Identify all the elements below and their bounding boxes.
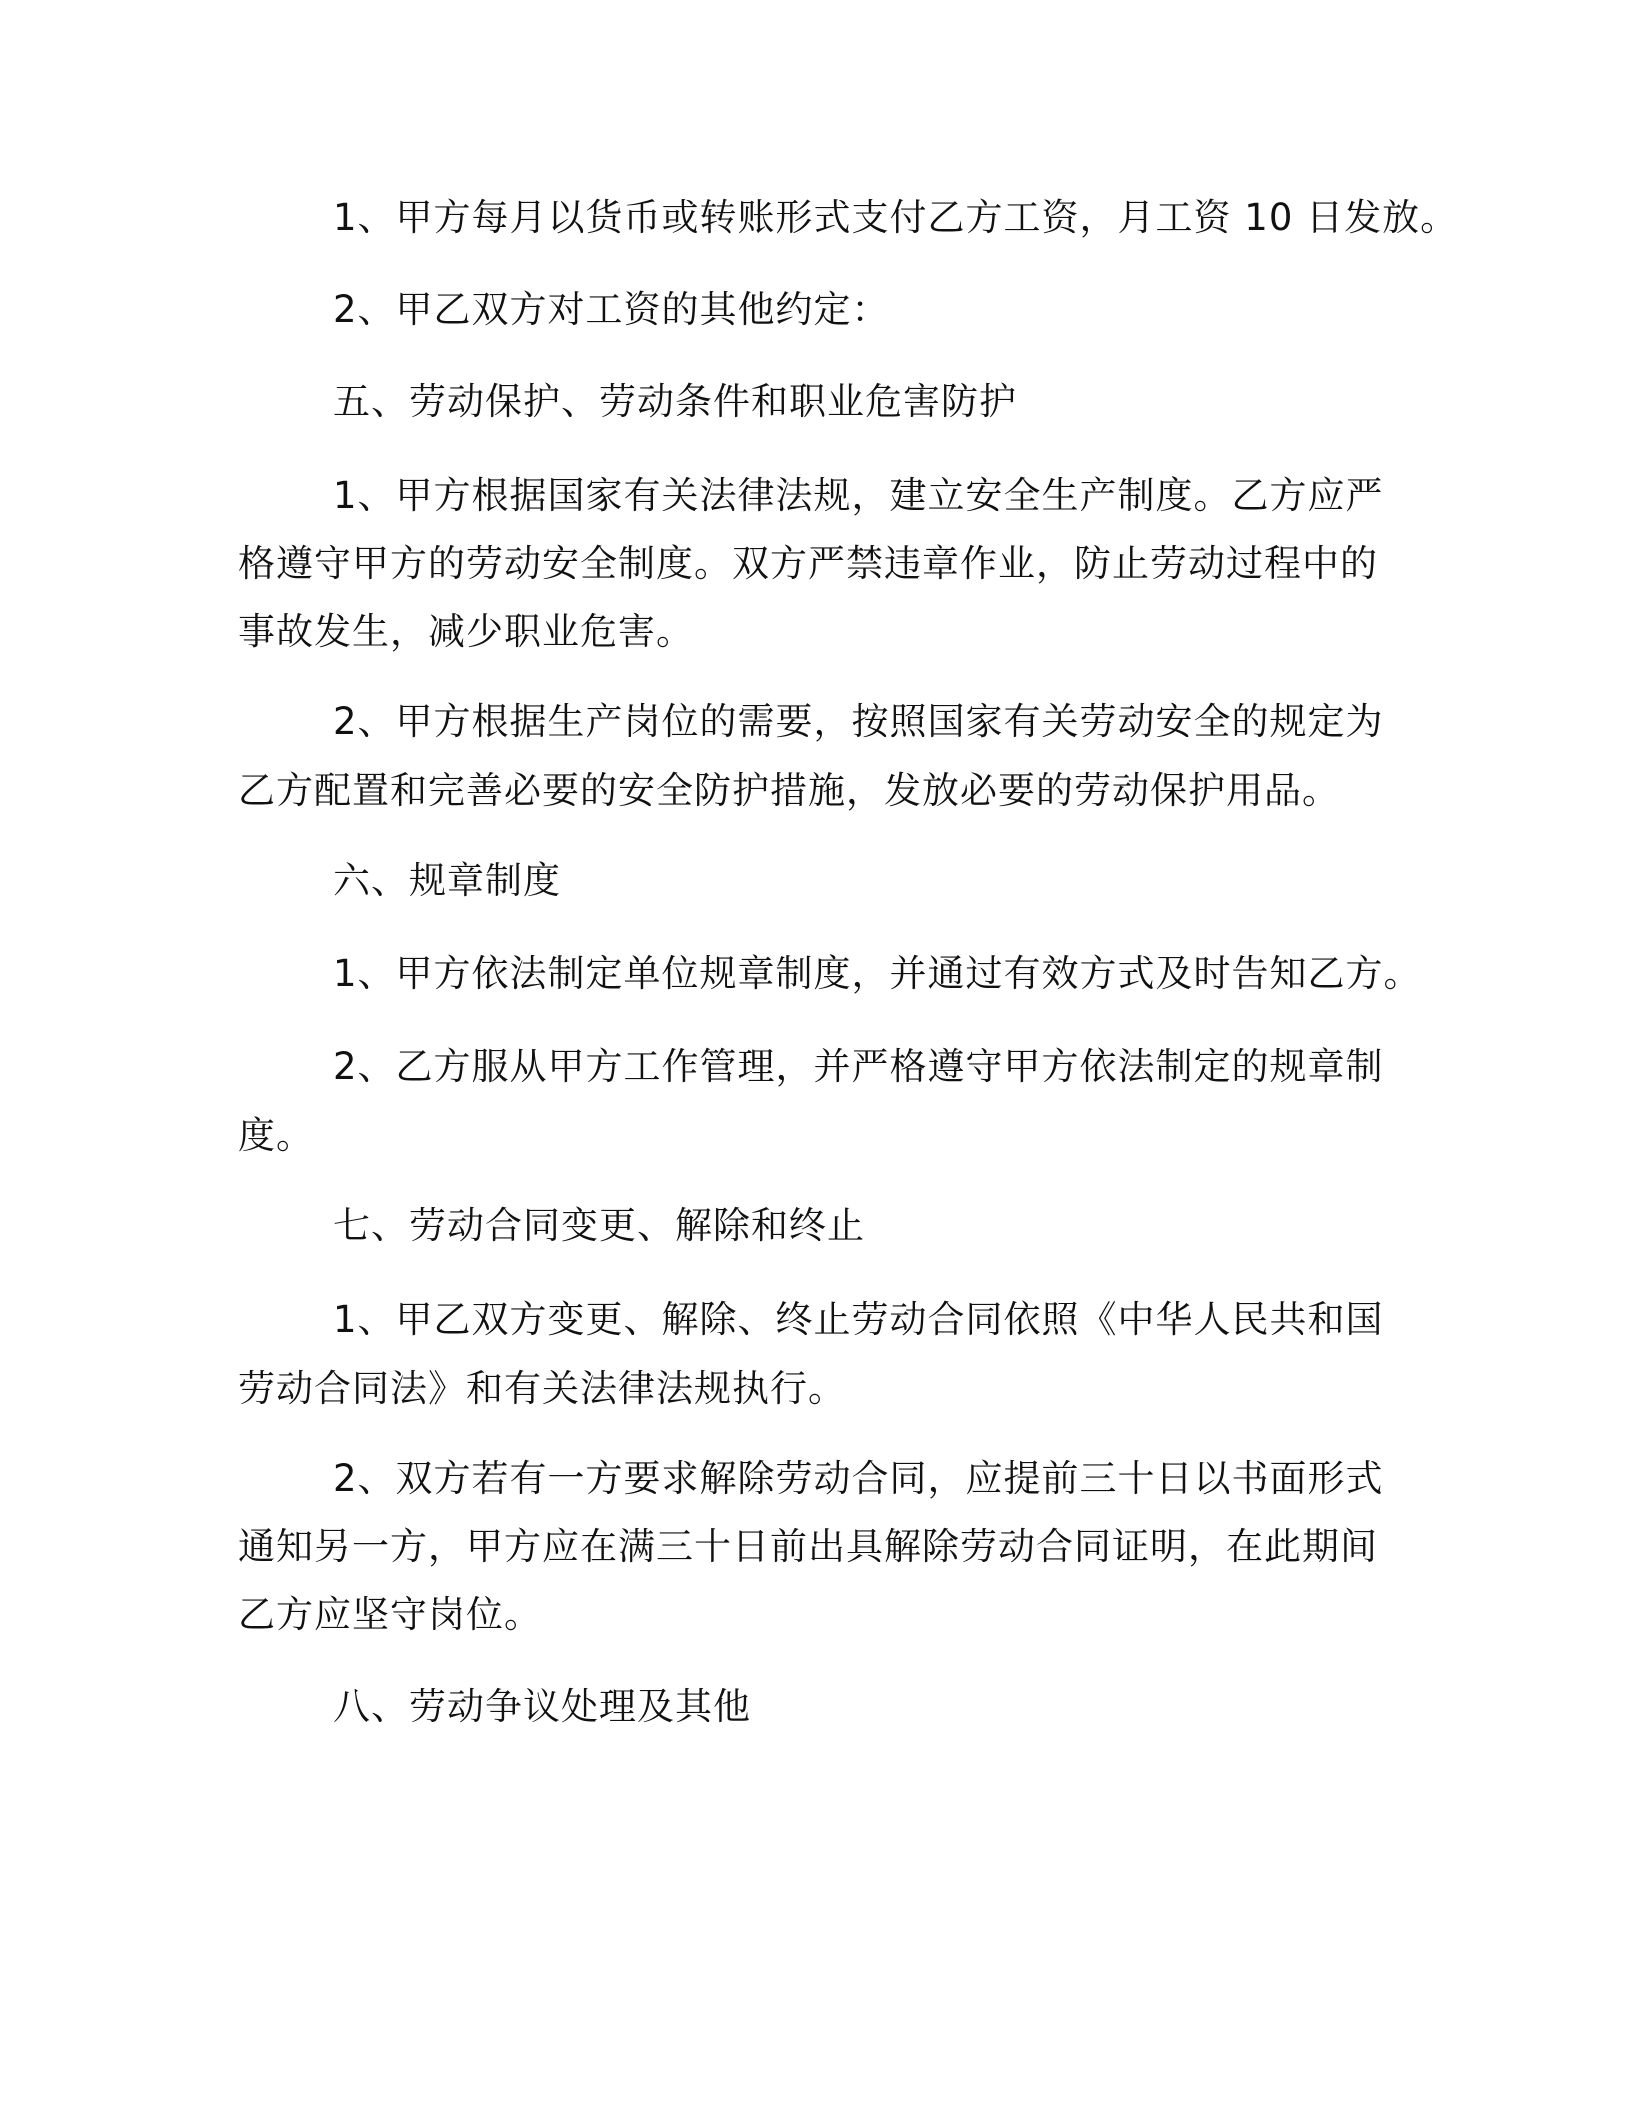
text-line: 事故发生，减少职业危害。 [238,610,694,653]
text-line: 乙方应坚守岗位。 [238,1593,542,1636]
text-line: 1、甲方每月以货币或转账形式支付乙方工资，月工资 10 日发放。 [333,196,1459,239]
text-line: 2、乙方服从甲方工作管理，并严格遵守甲方依法制定的规章制 [333,1045,1384,1088]
text-line: 1、甲方根据国家有关法律法规，建立安全生产制度。乙方应严 [333,474,1384,517]
text-line: 乙方配置和完善必要的安全防护措施，发放必要的劳动保护用品。 [238,769,1340,812]
section-heading: 五、劳动保护、劳动条件和职业危害防护 [333,380,1017,423]
text-line: 2、甲方根据生产岗位的需要，按照国家有关劳动安全的规定为 [333,700,1384,743]
section-heading: 七、劳动合同变更、解除和终止 [333,1204,865,1247]
text-line: 度。 [238,1114,314,1157]
text-line: 格遵守甲方的劳动安全制度。双方严禁违章作业，防止劳动过程中的 [238,542,1378,585]
section-heading: 六、规章制度 [333,859,561,902]
text-line: 1、甲乙双方变更、解除、终止劳动合同依照《中华人民共和国 [333,1298,1384,1341]
text-line: 2、甲乙双方对工资的其他约定： [333,288,890,331]
text-line: 2、双方若有一方要求解除劳动合同，应提前三十日以书面形式 [333,1457,1384,1500]
text-line: 通知另一方，甲方应在满三十日前出具解除劳动合同证明，在此期间 [238,1525,1378,1568]
section-heading: 八、劳动争议处理及其他 [333,1685,751,1728]
text-line: 劳动合同法》和有关法律法规执行。 [238,1367,846,1410]
text-line: 1、甲方依法制定单位规章制度，并通过有效方式及时告知乙方。 [333,952,1422,995]
